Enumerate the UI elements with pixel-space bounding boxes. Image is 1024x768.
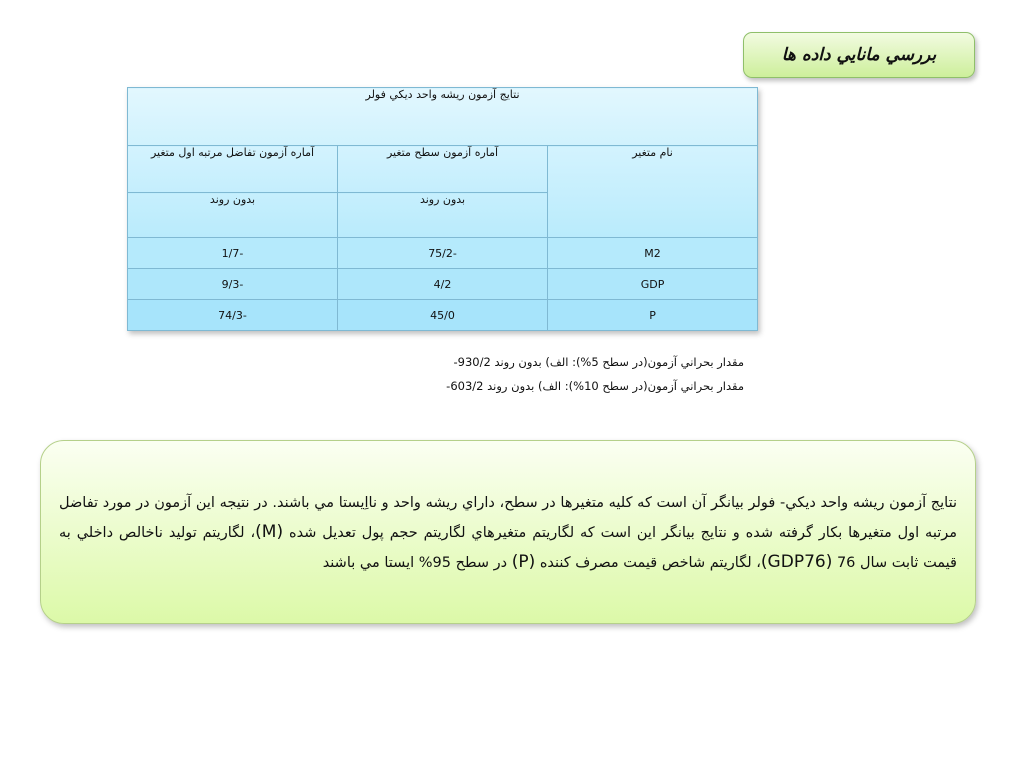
critical-value-5-line (420, 350, 744, 374)
row-variable-name: GDP (548, 269, 758, 300)
subheader-diff: بدون روند (128, 193, 338, 238)
column-header-level: آماره آزمون سطح متغير (338, 146, 548, 193)
critical-value-5-number: -930/2 (453, 355, 491, 369)
critical-value-10-line (420, 374, 744, 398)
row-diff-value: -9/3 (128, 269, 338, 300)
table-title: نتايج آزمون ريشه واحد ديكي فولر (128, 88, 758, 146)
row-variable-name: P (548, 300, 758, 331)
subheader-level: بدون روند (338, 193, 548, 238)
row-level-value: 4/2 (338, 269, 548, 300)
conclusion-text-part3: ، لگاريتم شاخص قيمت مصرف كننده (539, 555, 761, 571)
table-row (128, 300, 758, 331)
conclusion-p-label: (P) (511, 552, 536, 572)
slide-title-box (743, 32, 975, 78)
table-column-header-row (128, 146, 758, 193)
row-level-value: -75/2 (338, 238, 548, 269)
critical-values-notes (420, 350, 744, 398)
conclusion-gdp-label: (GDP76) (760, 552, 833, 572)
conclusion-text-part2: ، لگاريتم توليد ناخالص داخلي به قيمت ثابت سال 76 (59, 525, 957, 571)
row-diff-value: -1/7 (128, 238, 338, 269)
table-title-row (128, 88, 758, 146)
row-variable-name: M2 (548, 238, 758, 269)
conclusion-text-part4: در سطح 95% ايستا مي باشند (322, 555, 508, 571)
unit-root-results-table (127, 87, 758, 331)
conclusion-text-part1: نتايج آزمون ريشه واحد ديكي- فولر بيانگر آن است كه كليه متغيرها در سطح، داراي ريشه واحد و نااِيستا مي باشند. در نتيجه اين آزمون در مورد تفاضل مرتبه اول متغيرها بكار گرفته شده و نتايج بيانگر اين است كه لگاريتم متغيرهاي لگاريتم حجم پول تعديل شده (59, 495, 958, 541)
row-level-value: 45/0 (338, 300, 548, 331)
critical-value-10-text: مقدار بحراني آزمون(در سطح 10%): الف) بدون روند (487, 379, 744, 393)
column-header-diff: آماره آزمون تفاضل مرتبه اول متغير (128, 146, 338, 193)
table-row (128, 269, 758, 300)
slide-title: بررسي مانايي داده ها (781, 45, 937, 65)
critical-value-5-text: مقدار بحراني آزمون(در سطح 5%): الف) بدون روند (494, 355, 744, 369)
row-diff-value: -74/3 (128, 300, 338, 331)
column-header-name: نام متغير (548, 146, 758, 238)
critical-value-10-number: -603/2 (446, 379, 484, 393)
conclusion-m-label: (M) (255, 522, 284, 542)
table-row (128, 238, 758, 269)
conclusion-box (40, 440, 976, 624)
